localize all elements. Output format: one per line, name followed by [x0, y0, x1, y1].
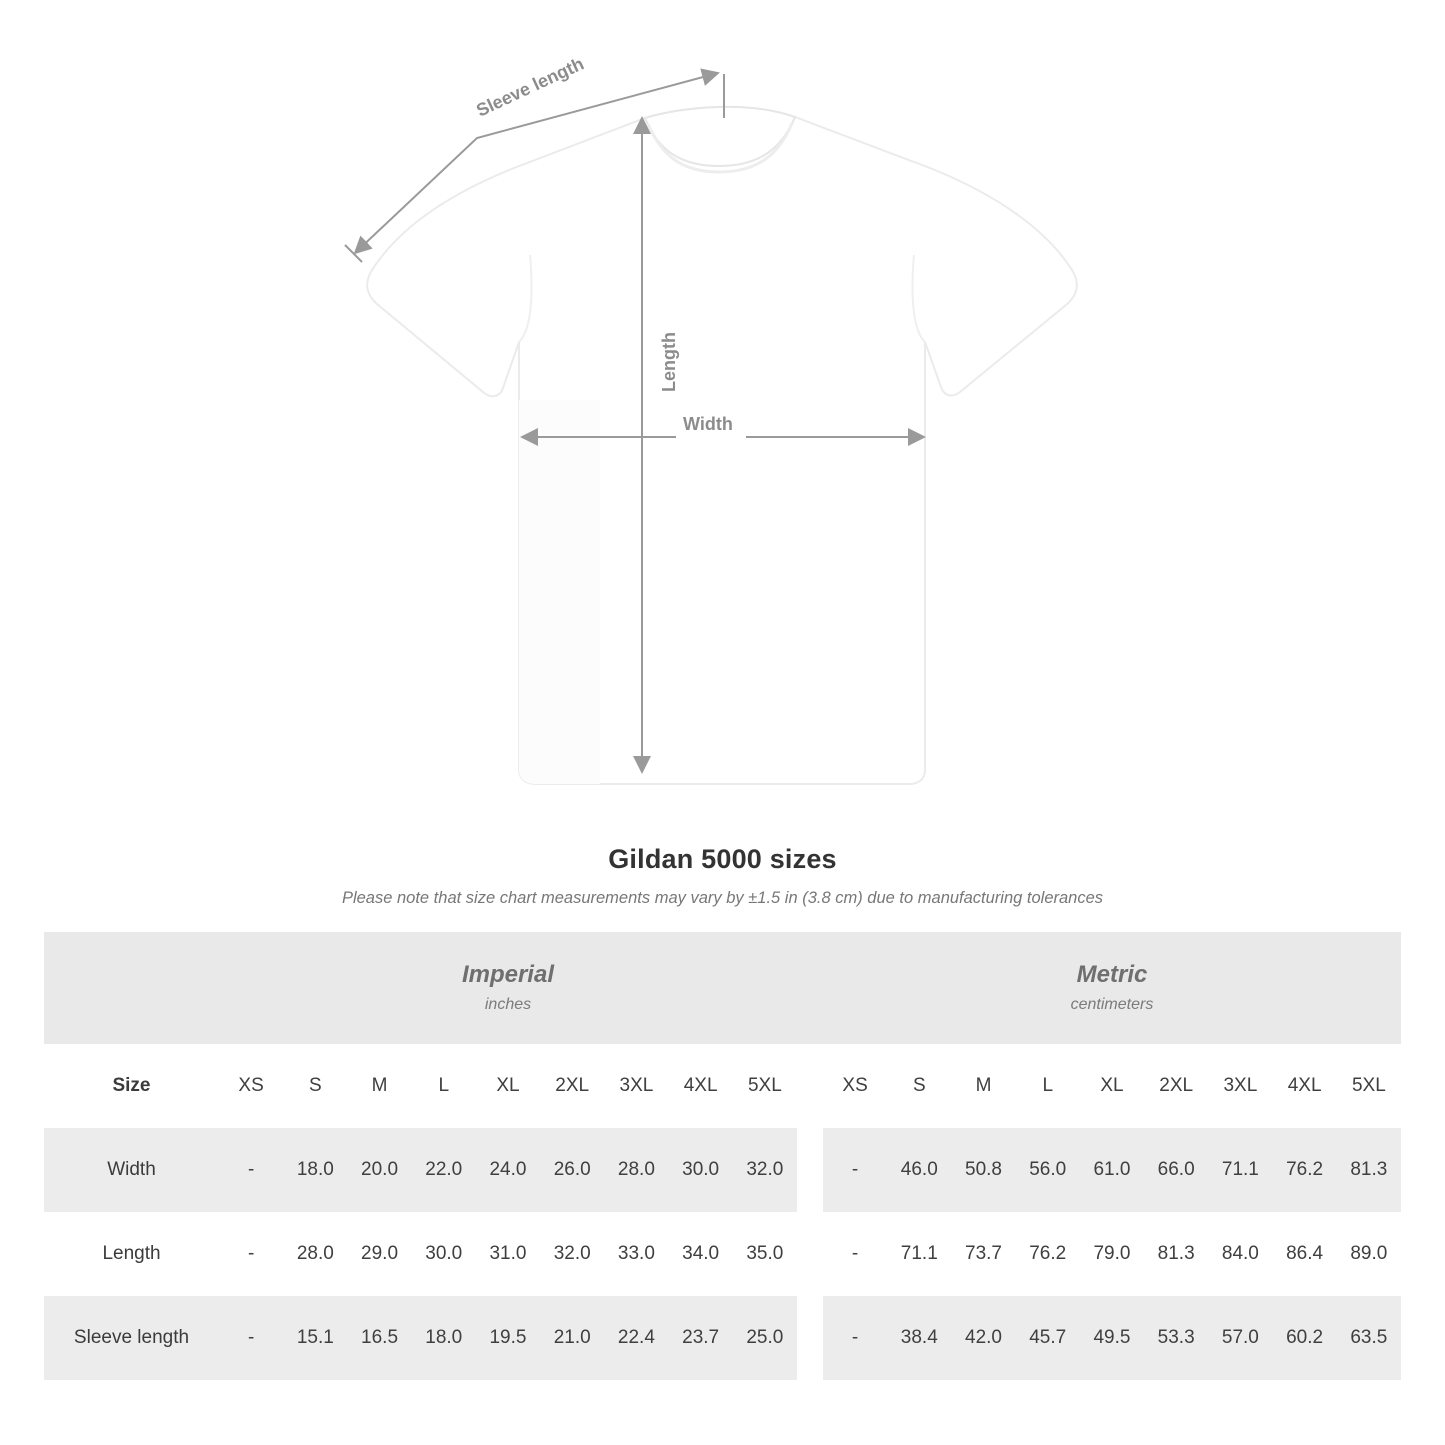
table-row-sleeve-length	[44, 1296, 1401, 1380]
cell-length-metric-5xl: 89.0	[1337, 1212, 1401, 1296]
unit-group-imperial-sub: inches	[484, 996, 532, 1014]
size-table-wrapper	[0, 932, 1445, 1380]
cell-length-imperial-4xl: 34.0	[669, 1212, 733, 1296]
cell-length-metric-l: 76.2	[1016, 1212, 1080, 1296]
size-header-imperial-l: L	[412, 1044, 476, 1128]
cell-length-metric-xs: -	[823, 1212, 887, 1296]
cell-length-metric-4xl: 86.4	[1273, 1212, 1337, 1296]
size-header-metric-s: S	[887, 1044, 951, 1128]
size-header-metric-xs: XS	[823, 1044, 887, 1128]
size-header-imperial-xl: XL	[476, 1044, 540, 1128]
cell-width-imperial-l: 22.0	[412, 1128, 476, 1212]
length-label-text: Length	[659, 332, 679, 392]
width-label-text: Width	[683, 414, 733, 434]
unit-header-row	[44, 932, 1401, 1044]
size-header-imperial-xs: XS	[219, 1044, 283, 1128]
cell-sleeve-metric-2xl: 53.3	[1144, 1296, 1208, 1380]
row-gap-length	[797, 1212, 823, 1296]
unit-group-imperial	[219, 932, 797, 1044]
size-header-metric-5xl: 5XL	[1337, 1044, 1401, 1128]
cell-sleeve-imperial-3xl: 22.4	[604, 1296, 668, 1380]
row-label-length: Length	[44, 1212, 219, 1296]
size-header-imperial-3xl: 3XL	[604, 1044, 668, 1128]
row-gap-sleeve	[797, 1296, 823, 1380]
cell-width-imperial-m: 20.0	[347, 1128, 411, 1212]
cell-sleeve-metric-l: 45.7	[1016, 1296, 1080, 1380]
cell-width-imperial-s: 18.0	[283, 1128, 347, 1212]
cell-sleeve-metric-m: 42.0	[951, 1296, 1015, 1380]
size-header-metric-2xl: 2XL	[1144, 1044, 1208, 1128]
cell-width-imperial-xs: -	[219, 1128, 283, 1212]
size-header-metric-xl: XL	[1080, 1044, 1144, 1128]
cell-width-imperial-5xl: 32.0	[733, 1128, 797, 1212]
size-header-imperial-5xl: 5XL	[733, 1044, 797, 1128]
size-header-metric-l: L	[1016, 1044, 1080, 1128]
cell-sleeve-metric-4xl: 60.2	[1273, 1296, 1337, 1380]
cell-width-metric-xl: 61.0	[1080, 1128, 1144, 1212]
cell-sleeve-imperial-m: 16.5	[347, 1296, 411, 1380]
cell-length-metric-s: 71.1	[887, 1212, 951, 1296]
cell-length-metric-2xl: 81.3	[1144, 1212, 1208, 1296]
cell-width-metric-m: 50.8	[951, 1128, 1015, 1212]
cell-width-imperial-2xl: 26.0	[540, 1128, 604, 1212]
cell-width-metric-3xl: 71.1	[1208, 1128, 1272, 1212]
cell-length-metric-xl: 79.0	[1080, 1212, 1144, 1296]
cell-width-metric-xs: -	[823, 1128, 887, 1212]
cell-width-metric-5xl: 81.3	[1337, 1128, 1401, 1212]
measurement-note: Please note that size chart measurements may vary by ±1.5 in (3.8 cm) due to manufacturing tolerances	[341, 889, 1104, 907]
cell-sleeve-imperial-4xl: 23.7	[669, 1296, 733, 1380]
title-block	[0, 844, 1445, 908]
tshirt-shape	[367, 107, 1077, 784]
unit-header-spacer	[44, 932, 219, 1044]
size-header-metric-3xl: 3XL	[1208, 1044, 1272, 1128]
size-header-row	[44, 1044, 1401, 1128]
cell-width-metric-s: 46.0	[887, 1128, 951, 1212]
unit-group-metric-name: Metric	[1076, 960, 1148, 988]
size-header-imperial-s: S	[283, 1044, 347, 1128]
size-header-imperial-m: M	[347, 1044, 411, 1128]
row-label-width: Width	[44, 1128, 219, 1212]
size-header-imperial-2xl: 2XL	[540, 1044, 604, 1128]
table-row-length	[44, 1212, 1401, 1296]
table-row-width	[44, 1128, 1401, 1212]
page-title: Gildan 5000 sizes	[608, 844, 837, 874]
cell-width-metric-4xl: 76.2	[1273, 1128, 1337, 1212]
cell-sleeve-imperial-xs: -	[219, 1296, 283, 1380]
sleeve-length-label: Sleeve length	[473, 53, 587, 121]
size-header-imperial-4xl: 4XL	[669, 1044, 733, 1128]
size-header-gap	[797, 1044, 823, 1128]
unit-header-gap	[797, 932, 823, 1044]
unit-group-imperial-name: Imperial	[461, 960, 554, 988]
cell-width-imperial-3xl: 28.0	[604, 1128, 668, 1212]
cell-sleeve-imperial-s: 15.1	[283, 1296, 347, 1380]
cell-sleeve-metric-s: 38.4	[887, 1296, 951, 1380]
cell-sleeve-imperial-l: 18.0	[412, 1296, 476, 1380]
cell-width-imperial-xl: 24.0	[476, 1128, 540, 1212]
size-header-metric-m: M	[951, 1044, 1015, 1128]
cell-sleeve-metric-xl: 49.5	[1080, 1296, 1144, 1380]
cell-length-metric-m: 73.7	[951, 1212, 1015, 1296]
cell-sleeve-imperial-xl: 19.5	[476, 1296, 540, 1380]
cell-length-imperial-xs: -	[219, 1212, 283, 1296]
cell-length-metric-3xl: 84.0	[1208, 1212, 1272, 1296]
cell-width-metric-l: 56.0	[1016, 1128, 1080, 1212]
size-header-metric-4xl: 4XL	[1273, 1044, 1337, 1128]
cell-length-imperial-xl: 31.0	[476, 1212, 540, 1296]
row-gap-width	[797, 1128, 823, 1212]
cell-sleeve-metric-xs: -	[823, 1296, 887, 1380]
cell-width-imperial-4xl: 30.0	[669, 1128, 733, 1212]
row-label-sleeve-length: Sleeve length	[44, 1296, 219, 1380]
cell-length-imperial-s: 28.0	[283, 1212, 347, 1296]
unit-group-metric	[823, 932, 1401, 1044]
cell-length-imperial-3xl: 33.0	[604, 1212, 668, 1296]
cell-length-imperial-2xl: 32.0	[540, 1212, 604, 1296]
cell-sleeve-metric-5xl: 63.5	[1337, 1296, 1401, 1380]
cell-length-imperial-l: 30.0	[412, 1212, 476, 1296]
cell-length-imperial-m: 29.0	[347, 1212, 411, 1296]
unit-group-metric-sub: centimeters	[1070, 996, 1154, 1014]
cell-sleeve-imperial-5xl: 25.0	[733, 1296, 797, 1380]
size-table	[44, 932, 1401, 1380]
cell-sleeve-metric-3xl: 57.0	[1208, 1296, 1272, 1380]
cell-width-metric-2xl: 66.0	[1144, 1128, 1208, 1212]
size-header-label: Size	[44, 1044, 219, 1128]
cell-sleeve-imperial-2xl: 21.0	[540, 1296, 604, 1380]
cell-length-imperial-5xl: 35.0	[733, 1212, 797, 1296]
